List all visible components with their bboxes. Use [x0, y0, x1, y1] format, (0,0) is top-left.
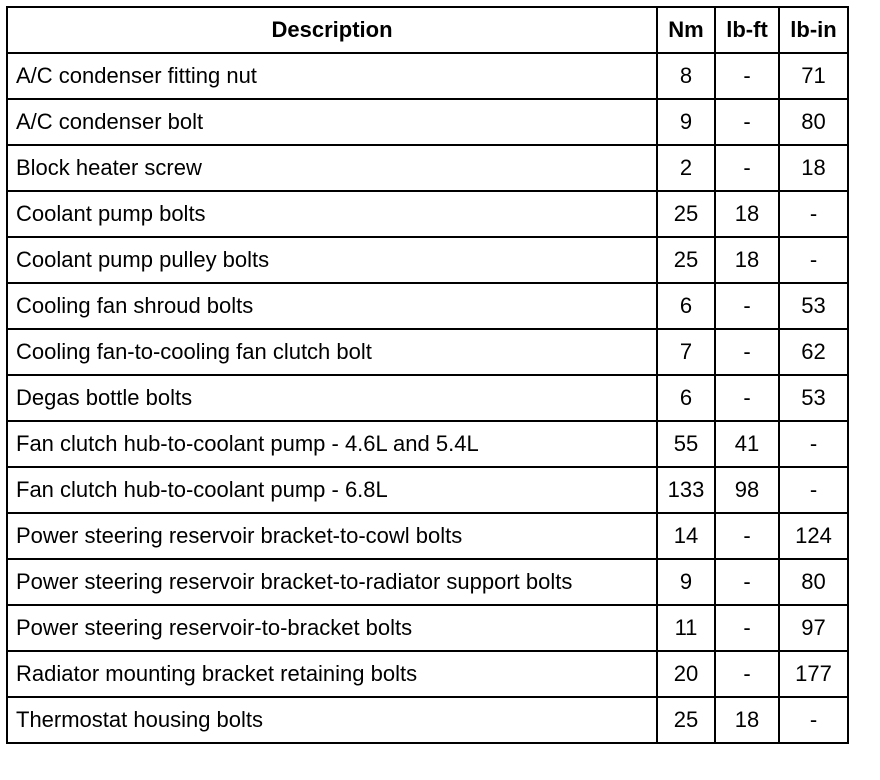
table-row: [7, 191, 848, 237]
table-row: [7, 53, 848, 99]
cell-description: Degas bottle bolts: [7, 375, 657, 421]
table-row: [7, 513, 848, 559]
cell-lb-in: -: [779, 467, 848, 513]
cell-lb-ft: -: [715, 605, 779, 651]
table-row: [7, 237, 848, 283]
cell-lb-in: 53: [779, 375, 848, 421]
cell-lb-ft: -: [715, 651, 779, 697]
cell-description: Radiator mounting bracket retaining bolts: [7, 651, 657, 697]
cell-description: Fan clutch hub-to-coolant pump - 6.8L: [7, 467, 657, 513]
cell-lb-in: 124: [779, 513, 848, 559]
table-row: [7, 605, 848, 651]
cell-lb-in: -: [779, 697, 848, 743]
table-row: [7, 467, 848, 513]
cell-lb-in: 53: [779, 283, 848, 329]
cell-lb-ft: -: [715, 559, 779, 605]
cell-lb-ft: -: [715, 145, 779, 191]
cell-description: Power steering reservoir bracket-to-radiator support bolts: [7, 559, 657, 605]
cell-description: Coolant pump bolts: [7, 191, 657, 237]
cell-nm: 25: [657, 191, 715, 237]
cell-lb-in: 177: [779, 651, 848, 697]
cell-nm: 20: [657, 651, 715, 697]
cell-nm: 25: [657, 697, 715, 743]
cell-lb-ft: 18: [715, 237, 779, 283]
cell-lb-ft: -: [715, 99, 779, 145]
cell-lb-ft: 98: [715, 467, 779, 513]
table-row: [7, 329, 848, 375]
cell-lb-in: 18: [779, 145, 848, 191]
cell-nm: 55: [657, 421, 715, 467]
cell-description: A/C condenser bolt: [7, 99, 657, 145]
cell-description: Block heater screw: [7, 145, 657, 191]
cell-lb-in: 71: [779, 53, 848, 99]
cell-nm: 6: [657, 283, 715, 329]
cell-description: Cooling fan shroud bolts: [7, 283, 657, 329]
cell-lb-ft: 18: [715, 697, 779, 743]
header-description: Description: [7, 7, 657, 53]
cell-nm: 7: [657, 329, 715, 375]
cell-nm: 9: [657, 99, 715, 145]
cell-lb-in: 97: [779, 605, 848, 651]
cell-lb-in: 62: [779, 329, 848, 375]
cell-nm: 8: [657, 53, 715, 99]
header-lb-ft: lb-ft: [715, 7, 779, 53]
cell-description: Power steering reservoir bracket-to-cowl bolts: [7, 513, 657, 559]
cell-nm: 133: [657, 467, 715, 513]
cell-description: A/C condenser fitting nut: [7, 53, 657, 99]
table-row: [7, 283, 848, 329]
table-row: [7, 651, 848, 697]
cell-lb-in: -: [779, 237, 848, 283]
cell-lb-in: -: [779, 191, 848, 237]
table-row: [7, 697, 848, 743]
cell-lb-ft: -: [715, 329, 779, 375]
cell-lb-in: 80: [779, 559, 848, 605]
cell-nm: 9: [657, 559, 715, 605]
header-lb-in: lb-in: [779, 7, 848, 53]
cell-description: Cooling fan-to-cooling fan clutch bolt: [7, 329, 657, 375]
cell-lb-in: 80: [779, 99, 848, 145]
torque-spec-table: [6, 6, 849, 744]
cell-lb-ft: -: [715, 513, 779, 559]
cell-lb-ft: 41: [715, 421, 779, 467]
cell-nm: 11: [657, 605, 715, 651]
table-header-row: [7, 7, 848, 53]
cell-nm: 25: [657, 237, 715, 283]
cell-description: Power steering reservoir-to-bracket bolts: [7, 605, 657, 651]
cell-lb-ft: -: [715, 53, 779, 99]
cell-lb-ft: -: [715, 283, 779, 329]
cell-lb-in: -: [779, 421, 848, 467]
table-row: [7, 375, 848, 421]
cell-description: Thermostat housing bolts: [7, 697, 657, 743]
cell-nm: 14: [657, 513, 715, 559]
cell-nm: 6: [657, 375, 715, 421]
cell-lb-ft: 18: [715, 191, 779, 237]
table-row: [7, 559, 848, 605]
table-row: [7, 99, 848, 145]
cell-nm: 2: [657, 145, 715, 191]
cell-description: Coolant pump pulley bolts: [7, 237, 657, 283]
cell-description: Fan clutch hub-to-coolant pump - 4.6L and 5.4L: [7, 421, 657, 467]
table-row: [7, 421, 848, 467]
header-nm: Nm: [657, 7, 715, 53]
cell-lb-ft: -: [715, 375, 779, 421]
table-row: [7, 145, 848, 191]
